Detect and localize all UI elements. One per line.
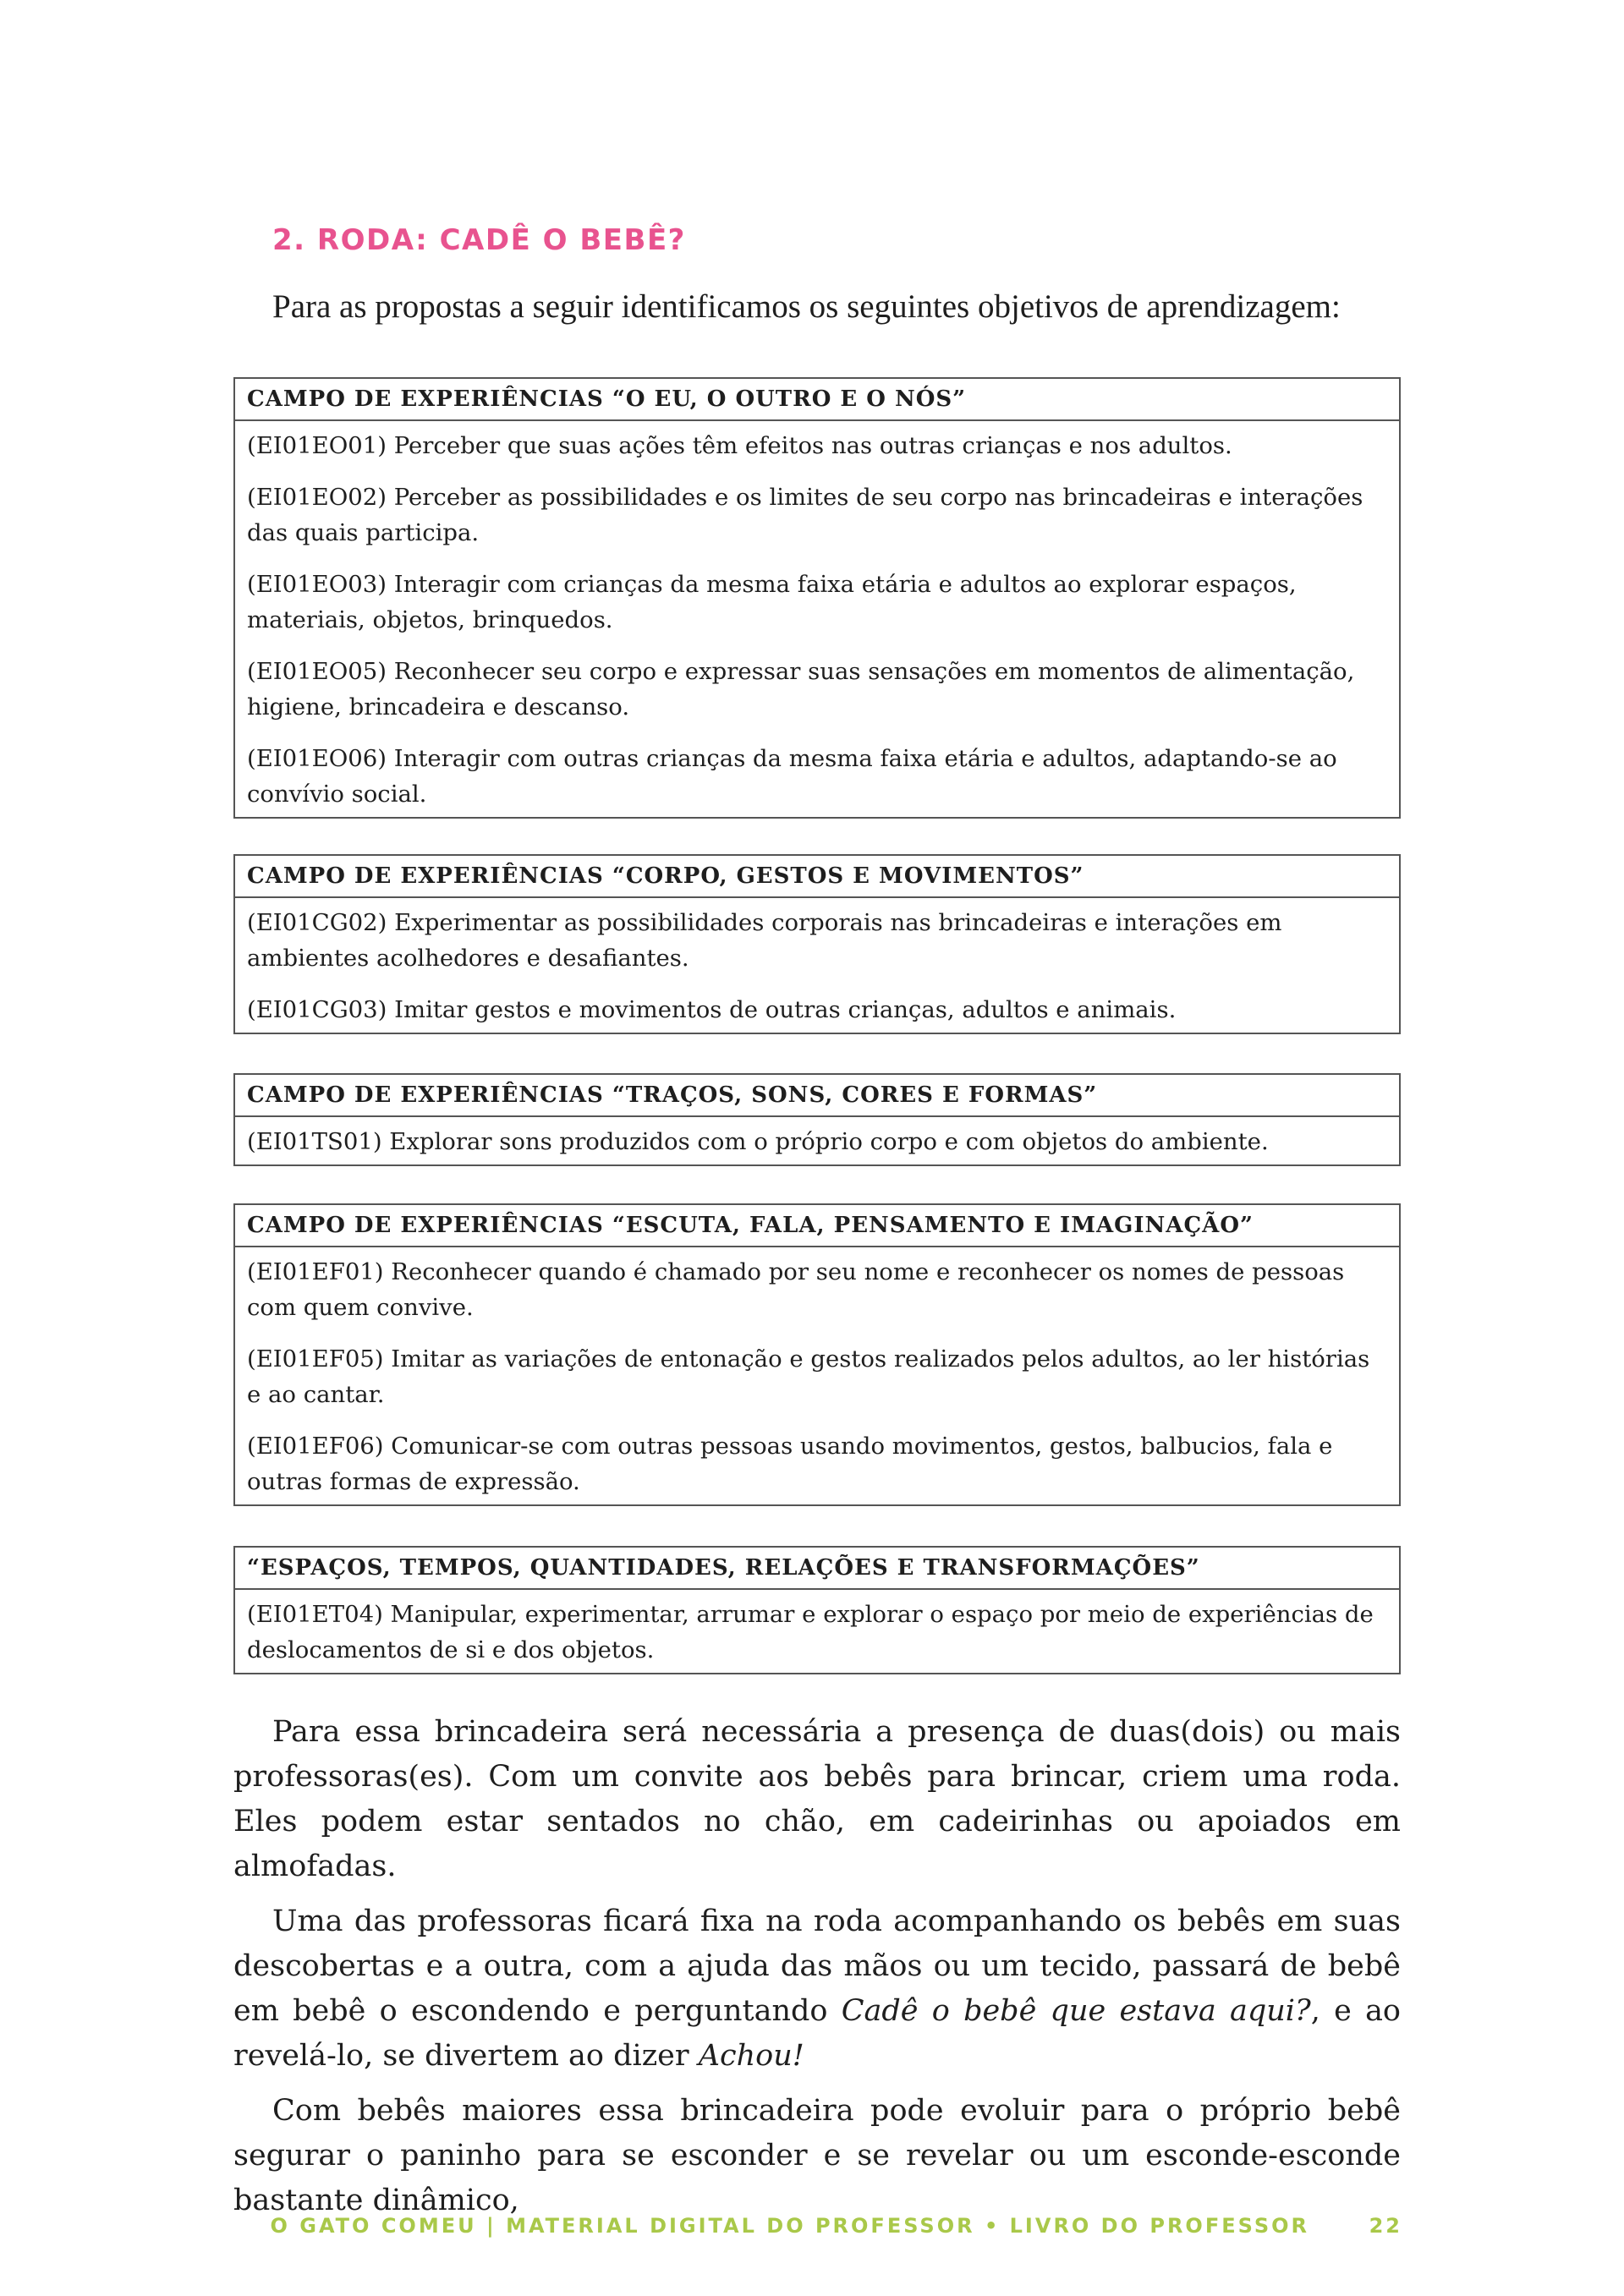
body-text-run: Uma das professoras ficará fixa na roda acompanhando os bebês em suas descobertas e a outra, com a ajuda das mãos ou um tecido, passará de bebê em bebê o escondendo e perguntando [233, 1904, 1401, 2028]
objective-item: (EI01ET04) Manipular, experimentar, arrumar e explorar o espaço por meio de experiências de deslocamentos de si e dos objetos. [247, 1601, 1374, 1663]
objective-item: (EI01CG03) Imitar gestos e movimentos de outras crianças, adultos e animais. [247, 996, 1177, 1023]
objective-item: (EI01EO02) Perceber as possibilidades e os limites de seu corpo nas brincadeiras e interações das quais participa. [247, 484, 1363, 546]
box-header: CAMPO DE EXPERIÊNCIAS “O EU, O OUTRO E O NÓS” [235, 379, 1399, 421]
objectives-box-corpo-gestos [233, 854, 1401, 1034]
objective-item: (EI01EF01) Reconhecer quando é chamado por seu nome e reconhecer os nomes de pessoas com quem convive. [247, 1258, 1345, 1321]
section-title: 2. RODA: CADÊ O BEBÊ? [272, 223, 686, 257]
objectives-box-escuta-fala [233, 1203, 1401, 1506]
box-header: CAMPO DE EXPERIÊNCIAS “ESCUTA, FALA, PENSAMENTO E IMAGINAÇÃO” [235, 1205, 1399, 1247]
body-text-run: , e ao revelá-lo, se divertem ao dizer [233, 1994, 1402, 2073]
section-intro: Para as propostas a seguir identificamos os seguintes objetivos de aprendizagem: [272, 288, 1341, 325]
box-header: CAMPO DE EXPERIÊNCIAS “TRAÇOS, SONS, CORES E FORMAS” [235, 1075, 1399, 1117]
objective-item: (EI01EF05) Imitar as variações de entonação e gestos realizados pelos adultos, ao ler histórias e ao cantar. [247, 1345, 1370, 1408]
body-paragraph: Com bebês maiores essa brincadeira pode evoluir para o próprio bebê segurar o paninho para se esconder e se revelar ou um esconde-esconde bastante dinâmico, [233, 2094, 1401, 2217]
body-paragraph: Para essa brincadeira será necessária a presença de duas(dois) ou mais professoras(es). Com um convite aos bebês para brincar, criem uma roda. Eles podem estar sentados no chão, em cadeirinhas ou apoiados em almofadas. [233, 1715, 1401, 1883]
objectives-box-tracos-sons [233, 1073, 1401, 1166]
body-italic-question: Cadê o bebê que estava aqui? [841, 1994, 1311, 2028]
objective-item: (EI01EF06) Comunicar-se com outras pessoas usando movimentos, gestos, balbucios, fala e outras formas de expressão. [247, 1433, 1333, 1495]
objective-item: (EI01EO01) Perceber que suas ações têm efeitos nas outras crianças e nos adultos. [247, 432, 1232, 459]
footer-text: O GATO COMEU | MATERIAL DIGITAL DO PROFESSOR • LIVRO DO PROFESSOR [270, 2214, 1309, 2238]
objective-item: (EI01TS01) Explorar sons produzidos com o próprio corpo e com objetos do ambiente. [247, 1128, 1269, 1155]
objective-item: (EI01CG02) Experimentar as possibilidades corporais nas brincadeiras e interações em ambientes acolhedores e desafiantes. [247, 909, 1282, 972]
box-body [235, 1590, 1399, 1673]
box-body [235, 1117, 1399, 1164]
box-body [235, 1247, 1399, 1504]
objectives-box-espacos-tempos [233, 1546, 1401, 1674]
box-body [235, 898, 1399, 1033]
objective-item: (EI01EO06) Interagir com outras crianças da mesma faixa etária e adultos, adaptando-se ao convívio social. [247, 745, 1337, 808]
objective-item: (EI01EO03) Interagir com crianças da mesma faixa etária e adultos ao explorar espaços, materiais, objetos, brinquedos. [247, 571, 1297, 633]
box-header: CAMPO DE EXPERIÊNCIAS “CORPO, GESTOS E MOVIMENTOS” [235, 856, 1399, 898]
body-paragraph [233, 1899, 1401, 2079]
body-italic-exclamation: Achou! [698, 2039, 804, 2073]
box-body [235, 421, 1399, 817]
objective-item: (EI01EO05) Reconhecer seu corpo e expressar suas sensações em momentos de alimentação, higiene, brincadeira e descanso. [247, 658, 1355, 721]
page-number: 22 [1369, 2214, 1402, 2238]
body-text [233, 1710, 1401, 2223]
box-header: “ESPAÇOS, TEMPOS, QUANTIDADES, RELAÇÕES E TRANSFORMAÇÕES” [235, 1548, 1399, 1590]
objectives-box-eu-outro-nos [233, 377, 1401, 819]
